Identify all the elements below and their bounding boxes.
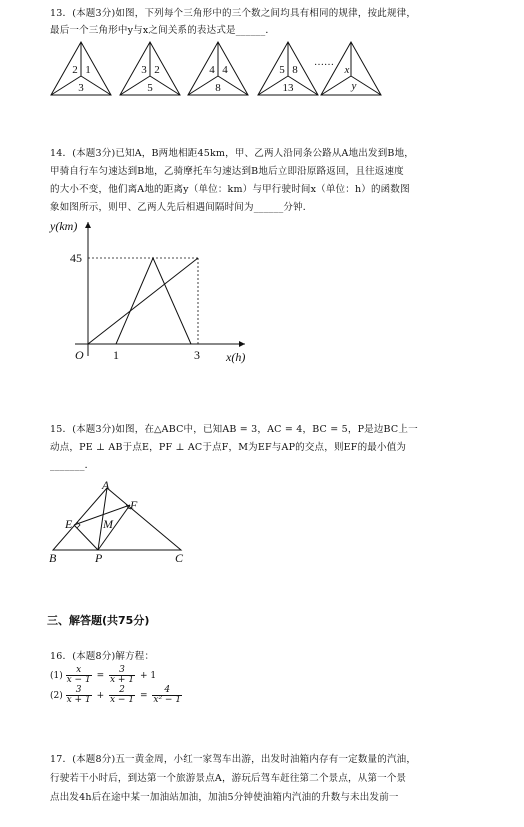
x-tick-1: 1 bbox=[113, 348, 119, 362]
t4-left: 5 bbox=[279, 64, 285, 76]
segment-pe bbox=[74, 525, 98, 550]
eq1-f1-num: x bbox=[66, 666, 92, 676]
t3-right: 4 bbox=[222, 64, 228, 76]
t1-bottom: 3 bbox=[78, 82, 84, 94]
t2-left: 3 bbox=[141, 64, 147, 76]
x-tick-3: 3 bbox=[194, 348, 200, 362]
eq2-plus: + bbox=[96, 690, 105, 701]
eq2-frac2 bbox=[109, 686, 135, 705]
eq1-frac1 bbox=[66, 666, 92, 685]
q15-line2: 动点，PE ⊥ AB于点E，PF ⊥ AC于点F，M为EF与AP的交点，则EF的最小值为 bbox=[50, 442, 407, 453]
q16-equation-2 bbox=[50, 686, 182, 705]
y-tick-45: 45 bbox=[70, 251, 82, 265]
label-f: F bbox=[130, 498, 138, 512]
t4-right: 8 bbox=[292, 64, 298, 76]
eq1-f2-den: x + 1 bbox=[110, 675, 135, 685]
q17-line1: 17．(本题8分)五一黄金周，小红一家驾车出游，出发时油箱内存有一定数量的汽油， bbox=[50, 754, 417, 765]
t2-bottom: 5 bbox=[147, 82, 153, 94]
line-yi bbox=[116, 258, 191, 344]
q13-line1: 13．(本题3分)如图，下列每个三角形中的三个数之间均具有相同的规律，按此规律， bbox=[50, 8, 417, 19]
eq2-f1-num: 3 bbox=[66, 686, 92, 696]
t5-bottom: y bbox=[351, 80, 357, 92]
eq2-f1-den: x + 1 bbox=[66, 695, 91, 705]
t1-right: 1 bbox=[85, 64, 91, 76]
q14-line4: 象如图所示，则甲、乙两人先后相遇间隔时间为______分钟． bbox=[50, 202, 313, 213]
ellipsis: …… bbox=[314, 57, 334, 68]
eq2-f2-num: 2 bbox=[109, 686, 135, 696]
q15-triangle-figure bbox=[45, 478, 195, 566]
q14-distance-time-graph bbox=[40, 214, 260, 369]
t5-top: x bbox=[344, 64, 350, 76]
q16-title: 16．(本题8分)解方程： bbox=[50, 651, 155, 662]
y-axis-label: y(km) bbox=[50, 219, 78, 233]
q14-line2: 甲骑自行车匀速达到B地，乙骑摩托车匀速达到B地后立即沿原路返回，且往返速度 bbox=[50, 166, 404, 177]
eq2-frac1 bbox=[66, 686, 92, 705]
q14-line3: 的大小不变，他们离A地的距离y（单位：km）与甲行驶时间x（单位：h）的函数图 bbox=[50, 184, 410, 195]
t4-bottom: 13 bbox=[282, 82, 294, 94]
eq2-label: (2) bbox=[50, 690, 63, 701]
eq1-frac2 bbox=[109, 666, 135, 685]
label-m: M bbox=[103, 517, 113, 531]
line-jia bbox=[88, 258, 198, 344]
eq1-tail: + 1 bbox=[139, 670, 157, 681]
eq1-equals: = bbox=[96, 670, 105, 681]
label-b: B bbox=[49, 551, 57, 565]
t2-right: 2 bbox=[154, 64, 160, 76]
eq1-f1-den: x − 1 bbox=[66, 675, 91, 685]
origin-label: O bbox=[75, 348, 84, 362]
eq2-equals: = bbox=[139, 690, 148, 701]
label-e: E bbox=[65, 517, 73, 531]
x-axis-label: x(h) bbox=[226, 350, 246, 364]
eq2-f3-num: 4 bbox=[152, 686, 182, 696]
q17-line3: 点出发4h后在途中某一加油站加油，加油5分钟使油箱内汽油的升数与未出发前一 bbox=[50, 792, 399, 803]
eq2-f2-den: x − 1 bbox=[110, 695, 135, 705]
q15-line3: _______． bbox=[50, 460, 95, 471]
t1-left: 2 bbox=[72, 64, 78, 76]
t3-left: 4 bbox=[209, 64, 215, 76]
eq1-label: (1) bbox=[50, 670, 63, 681]
q15-line1: 15．(本题3分)如图，在△ABC中，已知AB = 3，AC = 4，BC = 5，P是边BC上一 bbox=[50, 424, 418, 435]
eq2-f3-den: x² − 1 bbox=[153, 695, 182, 705]
t3-bottom: 8 bbox=[215, 82, 221, 94]
q17-line2: 行驶若干小时后，到达第一个旅游景点A，游玩后驾车赶往第二个景点，从第一个景 bbox=[50, 773, 407, 784]
q13-triangles-figure bbox=[48, 40, 398, 100]
label-a: A bbox=[102, 478, 110, 492]
q16-equation-1 bbox=[50, 666, 158, 685]
q14-line1: 14．(本题3分)已知A，B两地相距45km，甲、乙两人沿同条公路从A地出发到B地， bbox=[50, 148, 414, 159]
q13-line2: 最后一个三角形中y与x之间关系的表达式是______． bbox=[50, 25, 276, 36]
section-3-title: 三、解答题(共75分) bbox=[47, 614, 150, 627]
eq1-f2-num: 3 bbox=[109, 666, 135, 676]
label-p: P bbox=[95, 551, 103, 565]
eq2-frac3 bbox=[152, 686, 182, 705]
label-c: C bbox=[175, 551, 184, 565]
